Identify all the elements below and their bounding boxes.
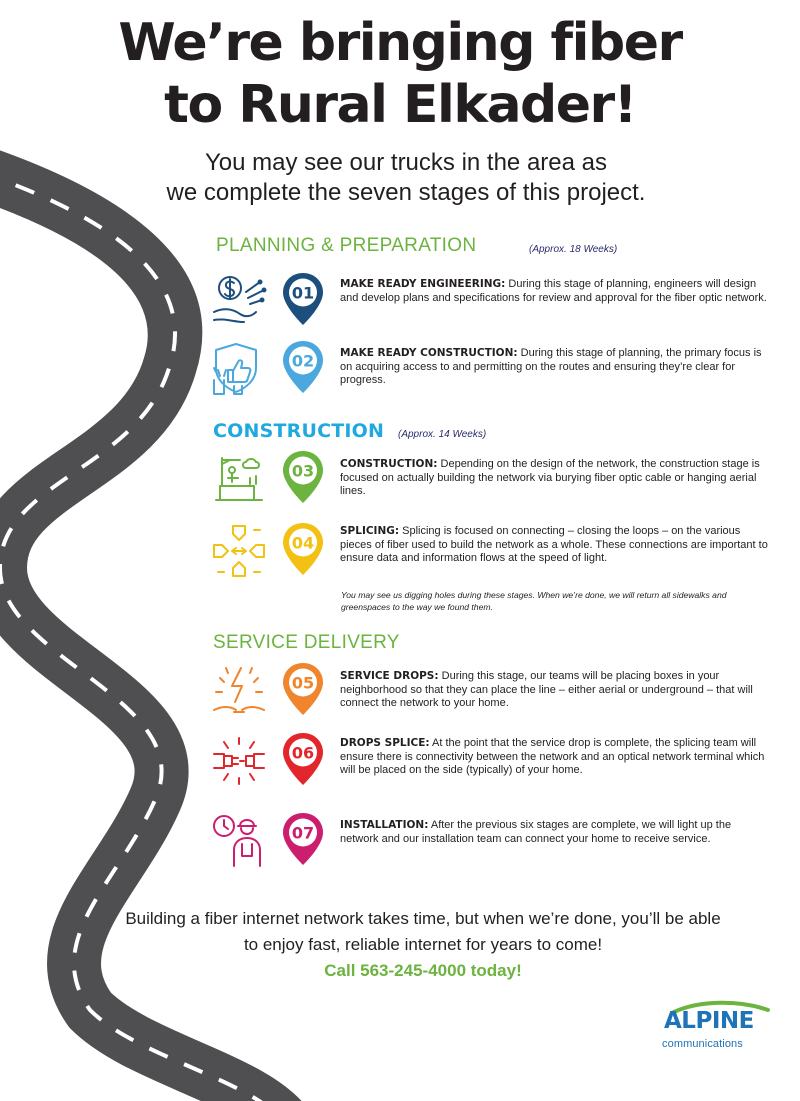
subtitle-line-2: we complete the seven stages of this project. bbox=[166, 179, 646, 206]
stage-number-pin bbox=[282, 662, 324, 716]
stage-number-pin bbox=[282, 812, 324, 866]
stage-title: SERVICE DROPS: bbox=[340, 670, 439, 682]
stage-number: 07 bbox=[291, 823, 315, 843]
page-title bbox=[0, 12, 800, 136]
stage-description bbox=[340, 278, 770, 305]
stage-number: 05 bbox=[291, 673, 315, 693]
stage-title: DROPS SPLICE: bbox=[340, 737, 430, 749]
call-to-action[interactable]: Call 563-245-4000 today! bbox=[324, 961, 522, 980]
digging-note: You may see us digging holes during these stages. When we’re done, we will return all sidewalks and greenspaces to the way we found them. bbox=[341, 590, 727, 612]
title-line-1: We’re bringing fiber bbox=[118, 13, 682, 73]
stage-number: 01 bbox=[291, 283, 315, 303]
section-duration-planning: (Approx. 18 Weeks) bbox=[529, 244, 618, 255]
stage-number-pin bbox=[282, 450, 324, 504]
stage-title: MAKE READY ENGINEERING: bbox=[340, 278, 506, 290]
title-line-2: to Rural Elkader! bbox=[164, 75, 636, 135]
footer-line-2: to enjoy fast, reliable internet for years to come! bbox=[243, 935, 603, 954]
footer-message bbox=[0, 906, 800, 958]
stage-title: MAKE READY CONSTRUCTION: bbox=[340, 347, 518, 359]
stage-description bbox=[340, 737, 770, 778]
subtitle-line-1: You may see our trucks in the area as bbox=[205, 149, 607, 176]
stage-body: During this stage of planning, engineers will design and develop plans and specifications for review and approval for the fiber optic network. bbox=[340, 278, 767, 304]
stage-title: SPLICING: bbox=[340, 525, 400, 537]
stage-number: 04 bbox=[291, 533, 315, 553]
stage-body: Depending on the design of the network, the construction stage is focused on actually building the network via burying fiber optic cable or hanging aerial lines. bbox=[340, 458, 760, 497]
logo-name: ALPINE bbox=[664, 1008, 754, 1034]
section-title-planning: PLANNING & PREPARATION bbox=[216, 235, 477, 256]
technician-icon bbox=[210, 812, 268, 870]
approval-shield-icon bbox=[210, 340, 268, 398]
stage-body: After the previous six stages are complete, we will light up the network and our installation team can connect your home to receive service. bbox=[340, 819, 732, 845]
stage-number-pin bbox=[282, 340, 324, 394]
stage-number: 02 bbox=[291, 351, 315, 371]
cable-plug-icon bbox=[210, 732, 268, 790]
page-subtitle bbox=[0, 148, 800, 208]
money-fiber-icon bbox=[210, 272, 268, 330]
alpine-logo bbox=[660, 998, 772, 1054]
stage-title: CONSTRUCTION: bbox=[340, 458, 438, 470]
power-connection-icon bbox=[210, 662, 268, 720]
stage-number-pin bbox=[282, 732, 324, 786]
stage-body: During this stage, our teams will be placing boxes in your neighborhood so that they can place the line – either aerial or underground – that will connect the network to your home. bbox=[340, 670, 753, 709]
stage-description bbox=[340, 525, 770, 566]
section-title-service-delivery: SERVICE DELIVERY bbox=[213, 632, 400, 653]
logo-subtitle: communications bbox=[662, 1038, 743, 1050]
stage-number-pin bbox=[282, 272, 324, 326]
section-duration-construction: (Approx. 14 Weeks) bbox=[398, 429, 487, 440]
stage-description bbox=[340, 670, 770, 711]
stage-title: INSTALLATION: bbox=[340, 819, 429, 831]
stage-body: During this stage of planning, the primary focus is on acquiring access to and permitting on the routes and ensuring they’re clear for progress. bbox=[340, 347, 762, 386]
stage-number: 06 bbox=[291, 743, 315, 763]
stage-description bbox=[340, 819, 770, 846]
stage-number: 03 bbox=[291, 461, 315, 481]
stage-description bbox=[340, 347, 770, 388]
splice-connectors-icon bbox=[210, 522, 268, 580]
stage-number-pin bbox=[282, 522, 324, 576]
section-title-construction: CONSTRUCTION bbox=[213, 420, 385, 442]
stage-body: Splicing is focused on connecting – closing the loops – on the various pieces of fiber used to build the network as a whole. These connections are important to ensure data and information flows at the speed of light. bbox=[340, 525, 768, 564]
footer-line-1: Building a fiber internet network takes time, but when we’re done, you’ll be able bbox=[125, 909, 721, 928]
construction-worker-icon bbox=[210, 450, 268, 508]
stage-description bbox=[340, 458, 770, 499]
stage-body: At the point that the service drop is complete, the splicing team will ensure there is connectivity between the network and an optical network terminal which will be placed on the side (typically) of your home. bbox=[340, 737, 765, 776]
